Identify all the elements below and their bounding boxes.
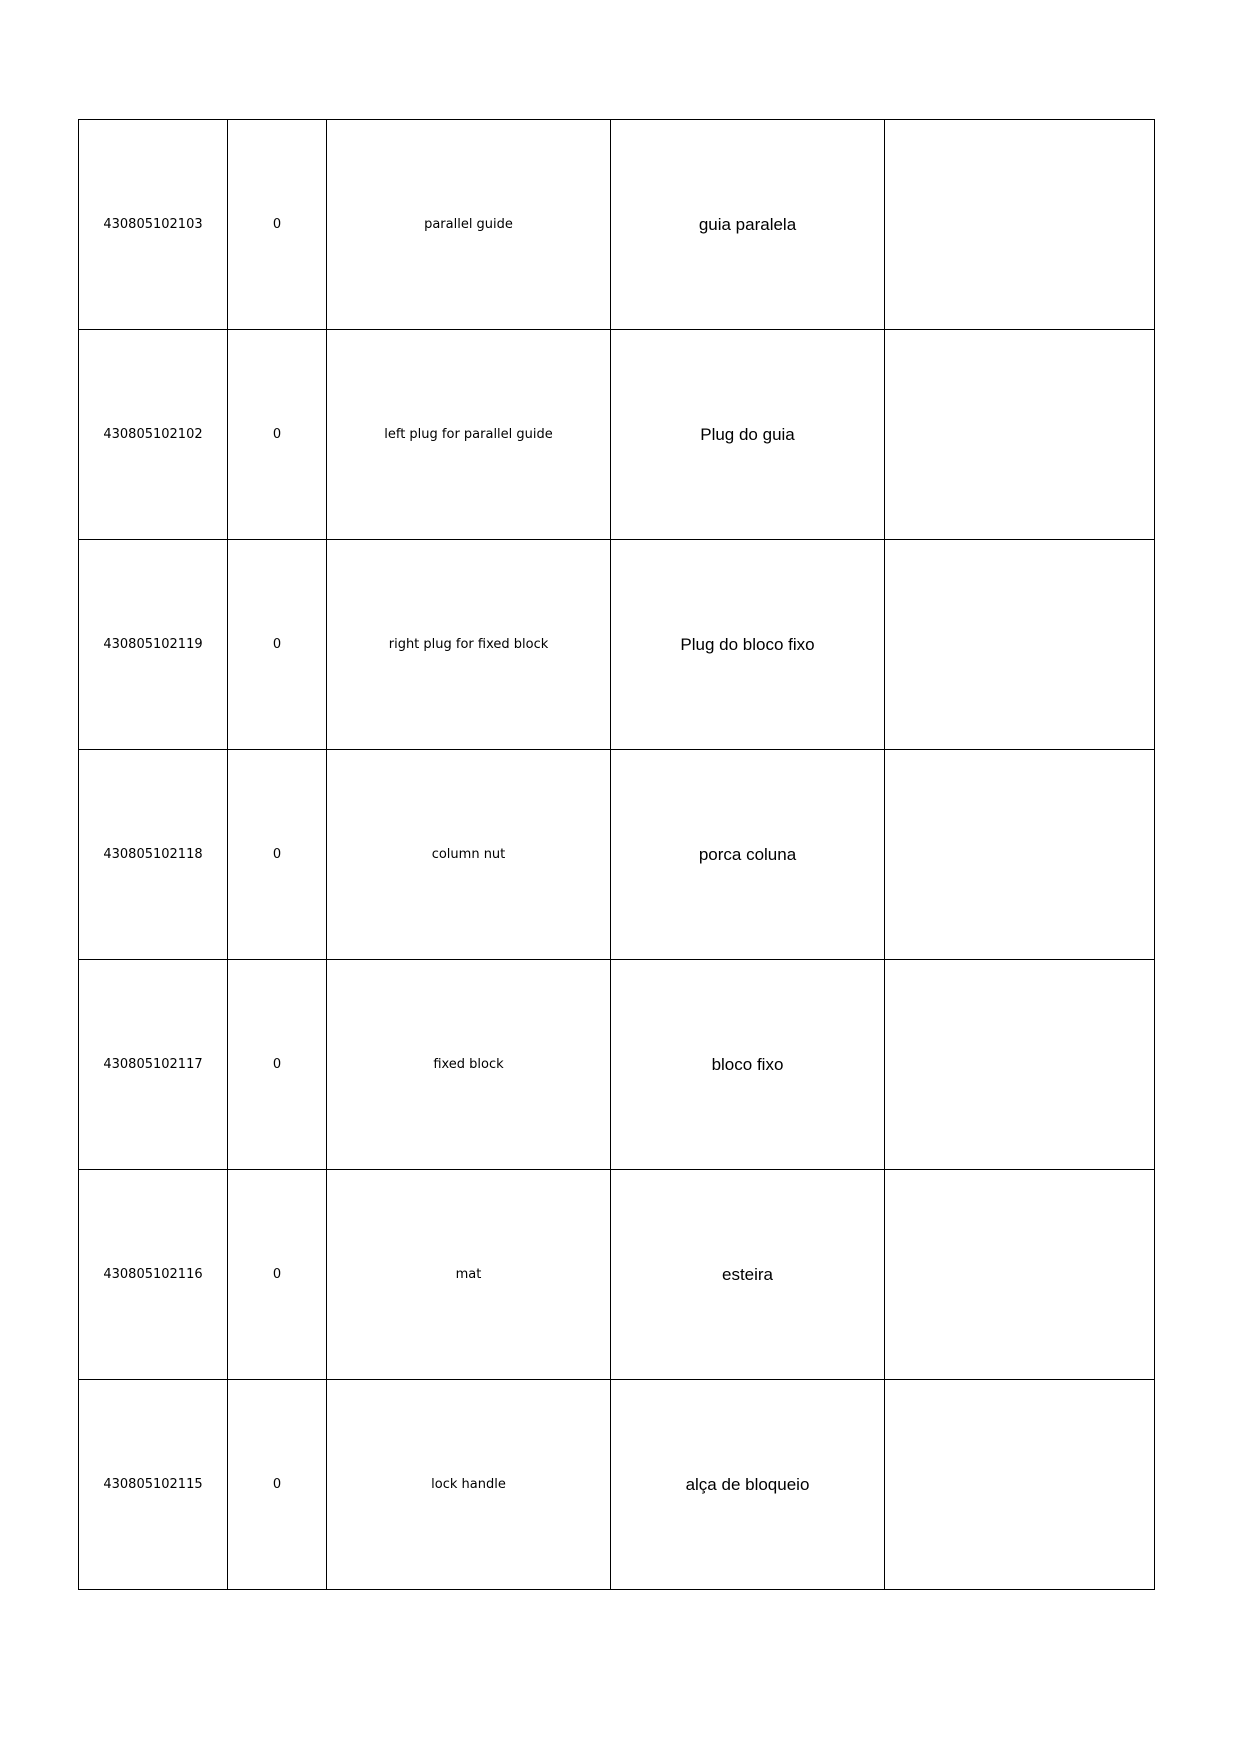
part-code-cell: 430805102103 [79, 120, 228, 330]
portuguese-description-cell: guia paralela [611, 120, 885, 330]
english-description-cell: parallel guide [327, 120, 611, 330]
quantity-cell: 0 [228, 330, 327, 540]
table-row [79, 330, 1155, 540]
portuguese-description-cell: Plug do guia [611, 330, 885, 540]
table-row [79, 750, 1155, 960]
table-row [79, 960, 1155, 1170]
quantity-cell: 0 [228, 540, 327, 750]
part-code-cell: 430805102119 [79, 540, 228, 750]
english-description-cell: mat [327, 1170, 611, 1380]
english-description-cell: left plug for parallel guide [327, 330, 611, 540]
part-code-cell: 430805102115 [79, 1380, 228, 1590]
portuguese-description-cell: Plug do bloco fixo [611, 540, 885, 750]
part-code-cell: 430805102117 [79, 960, 228, 1170]
quantity-cell: 0 [228, 1380, 327, 1590]
quantity-cell: 0 [228, 1170, 327, 1380]
portuguese-description-cell: porca coluna [611, 750, 885, 960]
empty-cell [885, 960, 1155, 1170]
part-code-cell: 430805102116 [79, 1170, 228, 1380]
english-description-cell: column nut [327, 750, 611, 960]
empty-cell [885, 540, 1155, 750]
empty-cell [885, 330, 1155, 540]
empty-cell [885, 750, 1155, 960]
empty-cell [885, 1170, 1155, 1380]
quantity-cell: 0 [228, 750, 327, 960]
table-row [79, 1380, 1155, 1590]
portuguese-description-cell: esteira [611, 1170, 885, 1380]
empty-cell [885, 1380, 1155, 1590]
english-description-cell: right plug for fixed block [327, 540, 611, 750]
portuguese-description-cell: alça de bloqueio [611, 1380, 885, 1590]
quantity-cell: 0 [228, 120, 327, 330]
empty-cell [885, 120, 1155, 330]
portuguese-description-cell: bloco fixo [611, 960, 885, 1170]
table-row [79, 540, 1155, 750]
parts-table [78, 119, 1155, 1590]
part-code-cell: 430805102102 [79, 330, 228, 540]
part-code-cell: 430805102118 [79, 750, 228, 960]
english-description-cell: lock handle [327, 1380, 611, 1590]
english-description-cell: fixed block [327, 960, 611, 1170]
quantity-cell: 0 [228, 960, 327, 1170]
table-row [79, 120, 1155, 330]
table-row [79, 1170, 1155, 1380]
